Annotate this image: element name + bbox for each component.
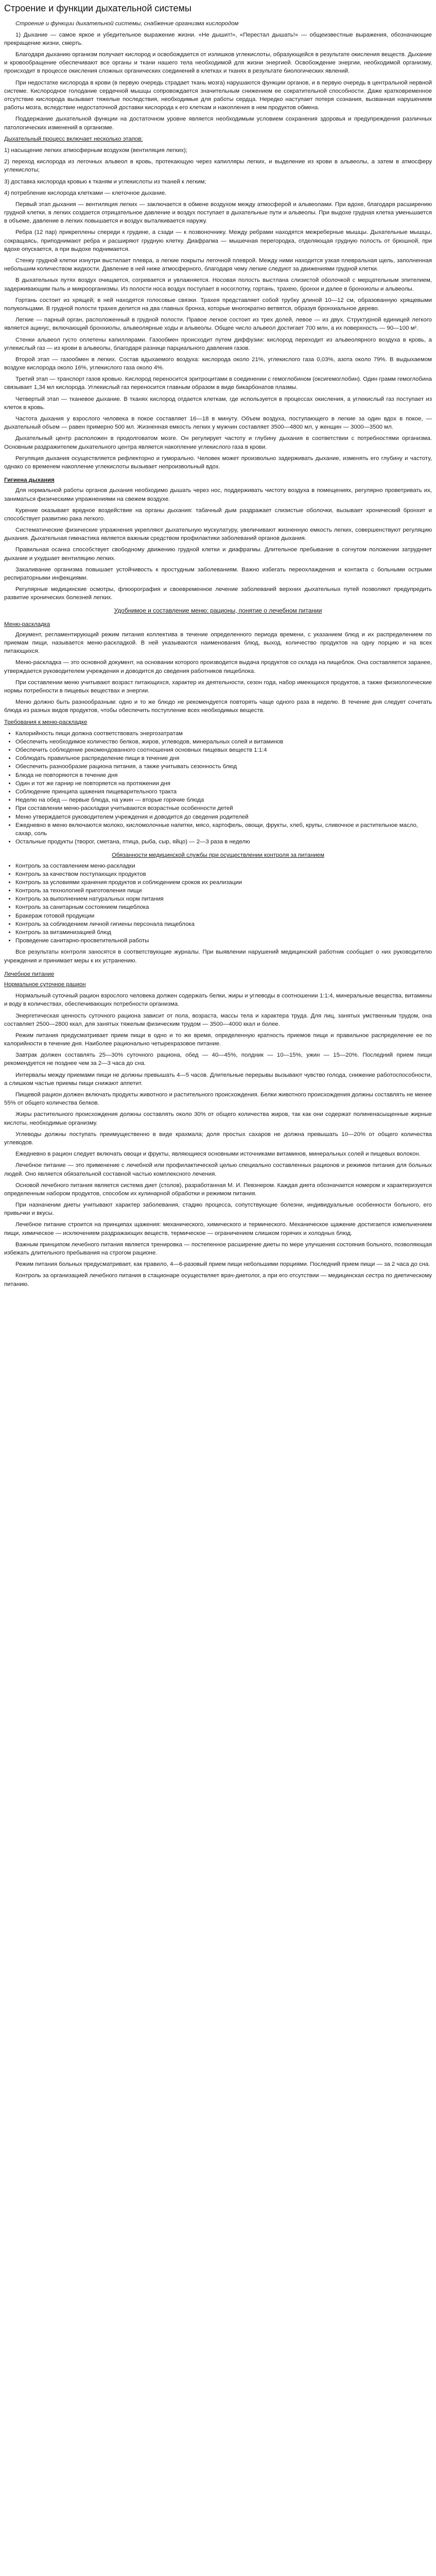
paragraph: В дыхательных путях воздух очищается, согревается и увлажняется. Носовая полость выстлана слизистой оболочкой с мерцательным эпителием, задерживающим пыль и микроорганизмы. Из полости носа воздух поступает в носоглотку, гортань, трахею, бронхи и далее в бронхиолы и альвеолы. xyxy=(4,277,432,292)
paragraph: Углеводы должны поступать преимущественно в виде крахмала; доля простых сахаров не должна превышать 10—20% от общего количества углеводов. xyxy=(4,1131,432,1146)
duties-outro: Все результаты контроля заносятся в соответствующие журналы. При выявлении нарушений медицинский работник сообщает о них руководителю учреждения и принимает меры к их устранению. xyxy=(4,949,432,964)
intro-text: Строение и функции дыхательной системы, снабжение организма кислородом xyxy=(15,20,239,27)
breathing-details xyxy=(4,200,432,471)
duties-heading: Обязанности медицинской службы при осуществлении контроля за питанием xyxy=(112,852,324,859)
paragraph: Режим питания предусматривает прием пищи в одно и то же время, определенную кратность приемов пищи и правильное распределение ее по калорийности в течение дня. Наиболее рационально четырехразовое питание. xyxy=(4,1032,432,1047)
list-item: • Соблюдение принципа щажения пищеварительного тракта xyxy=(15,788,432,796)
paragraph: Для нормальной работы органов дыхания необходимо дышать через нос, поддерживать чистоту воздуха в помещениях, регулярно проветривать их, заниматься физическими упражнениями на свежем воздухе. xyxy=(4,487,432,502)
menu-heading: Меню-раскладка xyxy=(4,621,50,628)
paragraph: Дыхательный центр расположен в продолговатом мозге. Он регулирует частоту и глубину дыхания в соответствии с потребностями организма. Основным раздражителем дыхательного центра является накопление углекислого газа в крови. xyxy=(4,435,432,450)
hygiene-heading: Гигиена дыхания xyxy=(4,477,55,484)
paragraph: Первый этап дыхания — вентиляция легких — заключается в обмене воздухом между атмосферой и альвеолами. При вдохе, благодаря расширению грудной клетки, в легких создается отрицательное давление и воздух поступает в дыхательные пути и альвеолы. При выдохе грудная клетка уменьшается в объеме, давление в легких повышается и воздух выталкивается наружу. xyxy=(4,201,432,225)
list-item: • Остальные продукты (творог, сметана, птица, рыба, сыр, яйцо) — 2—3 раза в неделю xyxy=(15,838,432,846)
duties-list xyxy=(4,862,432,945)
list-item: • Обеспечить необходимое количество белков, жиров, углеводов, минеральных солей и витаминов xyxy=(15,738,432,746)
paragraph: Правильная осанка способствует свободному движению грудной клетки и диафрагмы. Длительное пребывание в согнутом положении затрудняет дыхание и ухудшает вентиляцию легких. xyxy=(4,547,432,562)
paragraph: Меню-раскладка — это основной документ, на основании которого производится выдача продуктов со склада на пищеблок. Она составляется заранее, утверждается руководителем учреждения и доводится до сведения работников пищеблока. xyxy=(4,659,432,674)
paragraph: Гортань состоит из хрящей; в ней находятся голосовые связки. Трахея представляет собой трубку длиной 10—12 см, образованную хрящевыми полукольцами. В грудной полости трахея делится на два главных бронха, которые многократно ветвятся, образуя бронхиальное дерево. xyxy=(4,297,432,312)
paragraph: Жиры растительного происхождения должны составлять около 30% от общего количества жиров, так как они содержат полиненасыщенные жирные кислоты, необходимые организму. xyxy=(4,1111,432,1126)
step-item: 2) переход кислорода из легочных альвеол в кровь, протекающую через капилляры легких, и выделение из крови в альвеолы, а затем в атмосферу углекислоты; xyxy=(4,159,432,174)
normal-diet-section xyxy=(4,992,432,1158)
list-item: • Контроль за выполнением натуральных норм питания xyxy=(15,895,432,903)
step-item: 1) насыщение легких атмосферным воздухом (вентиляция легких); xyxy=(4,147,187,154)
list-item: • Контроль за витаминизацией блюд xyxy=(15,928,432,937)
normal-diet-heading: Нормальное суточное рацион xyxy=(4,981,86,988)
list-item: • Обеспечить соблюдение рекомендованного соотношения основных пищевых веществ 1:1:4 xyxy=(15,746,432,754)
step-item: 3) доставка кислорода кровью к тканям и углекислоты из тканей к легким; xyxy=(4,178,206,185)
list-item: • Соблюдать правильное распределение пищи в течение дня xyxy=(15,754,432,762)
therapy-heading: Лечебное питание xyxy=(4,971,55,977)
paragraph: Нормальный суточный рацион взрослого человека должен содержать белки, жиры и углеводы в соотношении 1:1:4, минеральные вещества, витамины и воду в количествах, обеспечивающих потребности организма. xyxy=(4,993,432,1008)
paragraph: При назначении диеты учитывают характер заболевания, стадию процесса, сопутствующие болезни, индивидуальные особенности больного, его привычки и вкусы. xyxy=(4,1202,432,1217)
step-item: 4) потребление кислорода клетками — клеточное дыхание. xyxy=(4,190,167,196)
paragraph: Систематические физические упражнения укрепляют дыхательную мускулатуру, увеличивают жизненную емкость легких, совершенствуют регуляцию дыхания. Дыхательная гимнастика является важным средством профилактики заболеваний органов дыхания. xyxy=(4,527,432,542)
steps-heading: Дыхательный процесс включает несколько этапов: xyxy=(4,135,143,142)
hygiene-section xyxy=(4,486,432,602)
paragraph: При составлении меню учитывают возраст питающихся, характер их деятельности, сезон года, набор имеющихся продуктов, а также физиологические нормы потребности в пищевых веществах и энергии. xyxy=(4,679,432,694)
steps-list xyxy=(4,146,432,197)
paragraph: Ребра (12 пар) прикреплены спереди к грудине, а сзади — к позвоночнику. Между ребрами находятся межреберные мышцы. Дыхательные мышцы, сокращаясь, приподнимают ребра и расширяют грудную клетку. Диафрагма — мышечная перегородка, отделяющая грудную полость от брюшной, при вдохе опускается, а при выдохе поднимается. xyxy=(4,229,432,252)
list-item: • При составлении меню-раскладки учитываются возрастные особенности детей xyxy=(15,804,432,812)
rules-heading: Требования к меню-раскладке xyxy=(4,719,88,725)
list-item: • Контроль за соблюдением личной гигиены персонала пищеблока xyxy=(15,920,432,928)
paragraph: Интервалы между приемами пищи не должны превышать 4—5 часов. Длительные перерывы вызывают чувство голода, снижение работоспособности, а слишком частые приемы пищи снижают аппетит. xyxy=(4,1072,432,1087)
paragraph: При недостатке кислорода в крови (в первую очередь страдает ткань мозга) нарушаются функции органов, и в первую очередь в центральной нервной системе. Кислородное голодание сердечной мышцы сопровождается значительным снижением ее сократительной способности. Даже кратковременное отсутствие кислорода вызывает тяжелые последствия, необходимые для работы сердца. Нередко наступает потеря сознания, вызванная нарушением работы мозга, вследствие недостаточной доставки кислорода к его клеткам и накопления в нем продуктов обмена. xyxy=(4,79,432,111)
breathing-section xyxy=(4,31,432,132)
paragraph: Завтрак должен составлять 25—30% суточного рациона, обед — 40—45%, полдник — 10—15%, ужин — 15—20%. Последний прием пищи рекомендуется не позднее чем за 2—3 часа до сна. xyxy=(4,1052,432,1067)
paragraph: Курение оказывает вредное воздействие на органы дыхания: табачный дым раздражает слизистые оболочки, вызывает хронический бронхит и способствует развитию рака легкого. xyxy=(4,507,432,522)
paragraph: Стенку грудной клетки изнутри выстилает плевра, а легкие покрыты легочной плеврой. Между ними находится узкая плевральная щель, заполненная небольшим количеством жидкости. Давление в ней ниже атмосферного, благодаря чему легкие следуют за движениями грудной клетки. xyxy=(4,258,432,273)
paragraph: Стенки альвеол густо оплетены капиллярами. Газообмен происходит путем диффузии: кислород переходит из альвеолярного воздуха в кровь, а углекислый газ — из крови в альвеолы, благодаря разнице парциального давления газов. xyxy=(4,336,432,351)
paragraph: Закаливание организма повышает устойчивость к простудным заболеваниям. Важно избегать переохлаждения и контакта с больными острыми респираторными инфекциями. xyxy=(4,566,432,582)
paragraph: 1) Дыхание — самое яркое и убедительное выражение жизни. «Не дышит!», «Перестал дышать!» — общеизвестные выражения, обозначающие прекращение жизни, смерть. xyxy=(4,31,432,46)
list-item: • Контроль за технологией приготовления пищи xyxy=(15,887,432,895)
list-item: • Неделю на обед — первые блюда, на ужин — вторые горячие блюда xyxy=(15,796,432,804)
paragraph: Регулярные медицинские осмотры, флюорография и своевременное лечение заболеваний верхних дыхательных путей позволяют предупредить развитие хронических болезней легких. xyxy=(4,586,432,601)
rules-list xyxy=(4,730,432,846)
paragraph: Режим питания больных предусматривает, как правило, 4—6-разовый прием пищи небольшими порциями. Последний прием пищи — за 2 часа до сна. xyxy=(15,1261,430,1268)
paragraph: Пищевой рацион должен включать продукты животного и растительного происхождения. Белки животного происхождения должны составлять не менее 55% от общего количества белков. xyxy=(4,1092,432,1107)
paragraph: Важным принципом лечебного питания является тренировка — постепенное расширение диеты по мере улучшения состояния больного, позволяющая избежать длительного пребывания на строгом рационе. xyxy=(4,1241,432,1257)
list-item: • Блюда не повторяются в течение дня xyxy=(15,771,432,779)
list-item: • Проведение санитарно-просветительной работы xyxy=(15,937,432,945)
paragraph: Частота дыхания у взрослого человека в покое составляет 16—18 в минуту. Объем воздуха, поступающего в легкие за один вдох в покое, — дыхательный объем — равен примерно 500 мл. Жизненная емкость легких у мужчин составляет 3500—4800 мл, у женщин — 3000—3500 мл. xyxy=(4,416,432,431)
list-item: • Калорийность пищи должна соответствовать энергозатратам xyxy=(15,730,432,738)
paragraph: Третий этап — транспорт газов кровью. Кислород переносится эритроцитами в соединении с гемоглобином (оксигемоглобин). Один грамм гемоглобина связывает 1,34 мл кислорода. Углекислый газ переносится главным образом в виде бикарбонатов плазмы. xyxy=(4,376,432,391)
menu-section xyxy=(4,631,432,715)
paragraph: Поддержание дыхательной функции на достаточном уровне является необходимым условием сохранения здоровья и предупреждения различных патологических изменений в организме. xyxy=(4,116,432,131)
nutrition-section-heading: Удобнимое и составление меню: рационы, понятие о лечебном питании xyxy=(114,606,322,614)
paragraph: Благодаря дыханию организм получает кислород и освобождается от излишков углекислоты, образующейся в результате окисления веществ. Дыхание и кровообращение обеспечивают все органы и ткани нашего тела необходимой для жизни энергией. Освобождение энергии, необходимой организму, происходит в процессе окисления сложных органических соединений в клетках и тканях в результате биологических явлений. xyxy=(4,52,432,75)
therapy-section xyxy=(4,1161,432,1288)
list-item: • Меню утверждается руководителем учреждения и доводится до сведения родителей xyxy=(15,813,432,821)
list-item: • Контроль за качеством поступающих продуктов xyxy=(15,870,432,878)
paragraph: Ежедневно в рацион следует включать овощи и фрукты, являющиеся основными источниками витаминов, минеральных солей и пищевых волокон. xyxy=(15,1151,421,1158)
paragraph: Лечебное питание строится на принципах щажения: механического, химического и термического. Механическое щажение достигается измельчением пищи, химическое — исключением раздражающих веществ, термическое — ограничением слишком горячих и холодных блюд. xyxy=(4,1222,432,1236)
paragraph: Лечебное питание — это применение с лечебной или профилактической целью специально составленных рационов и режимов питания для больных людей. Оно является обязательной составной частью комплексного лечения. xyxy=(4,1162,432,1177)
paragraph: Основой лечебного питания является система диет (столов), разработанная М. И. Певзнером. Каждая диета обозначается номером и характеризуется определенным набором продуктов, способом их кулинарной обработки и режимом питания. xyxy=(4,1182,432,1197)
list-item: • Контроль за санитарным состоянием пищеблока xyxy=(15,903,432,911)
list-item: • Контроль за составлением меню-раскладки xyxy=(15,862,432,870)
list-item: • Бракераж готовой продукции xyxy=(15,912,432,920)
page-title: Строение и функции дыхательной системы xyxy=(4,3,191,13)
paragraph: Контроль за организацией лечебного питания в стационаре осуществляет врач-диетолог, а при его отсутствии — медицинская сестра по диетическому питанию. xyxy=(4,1273,432,1287)
paragraph: Регуляция дыхания осуществляется рефлекторно и гуморально. Человек может произвольно задерживать дыхание, изменять его глубину и частоту, однако со временем накопление углекислоты вызывает непроизвольный вдох. xyxy=(4,455,432,470)
paragraph: Меню должно быть разнообразным: одно и то же блюдо не рекомендуется повторять чаще одного раза в неделю. В течение дня следует сочетать блюда из разных видов продуктов, чтобы обеспечить поступление всех необходимых веществ. xyxy=(4,699,432,714)
list-item: • Один и тот же гарнир не повторяется на протяжении дня xyxy=(15,779,432,788)
paragraph: Документ, регламентирующий режим питания коллектива в течение определенного периода времени, с указанием блюд и их распределением по приемам пищи, называется меню-раскладкой. В ней указываются наименования блюд, выход, количество продуктов на одну порцию и на всех питающихся. xyxy=(4,631,432,655)
paragraph: Легкие — парный орган, расположенный в грудной полости. Правое легкое состоит из трех долей, левое — из двух. Структурной единицей легкого является ацинус, включающий бронхиолы, альвеолярные ходы и альвеолы. Общее число альвеол достигает 700 млн, а их поверхность — 90—100 м². xyxy=(4,317,432,332)
paragraph: Второй этап — газообмен в легких. Состав вдыхаемого воздуха: кислорода около 21%, углекислого газа 0,03%, азота около 79%. В выдыхаемом воздухе кислорода около 16%, углекислого газа около 4%. xyxy=(4,356,432,371)
list-item: • Обеспечить разнообразие рациона питания, а также учитывать сезонность блюд xyxy=(15,762,432,771)
paragraph: Четвертый этап — тканевое дыхание. В тканях кислород отдается клеткам, где используется в процессах окисления, а углекислый газ поступает из клеток в кровь. xyxy=(4,396,432,411)
list-item: • Контроль за условиями хранения продуктов и соблюдением сроков их реализации xyxy=(15,878,432,887)
paragraph: Энергетическая ценность суточного рациона зависит от пола, возраста, массы тела и характера труда. Для лиц, занятых умственным трудом, она составляет 2500—2800 ккал, для занятых тяжелым физическим трудом — 3500—4000 ккал и более. xyxy=(4,1012,432,1027)
list-item: • Ежедневно в меню включаются молоко, кисломолочные напитки, мясо, картофель, овощи, фрукты, хлеб, крупы, сливочное и растительное масло, сахар, соль xyxy=(15,821,432,838)
